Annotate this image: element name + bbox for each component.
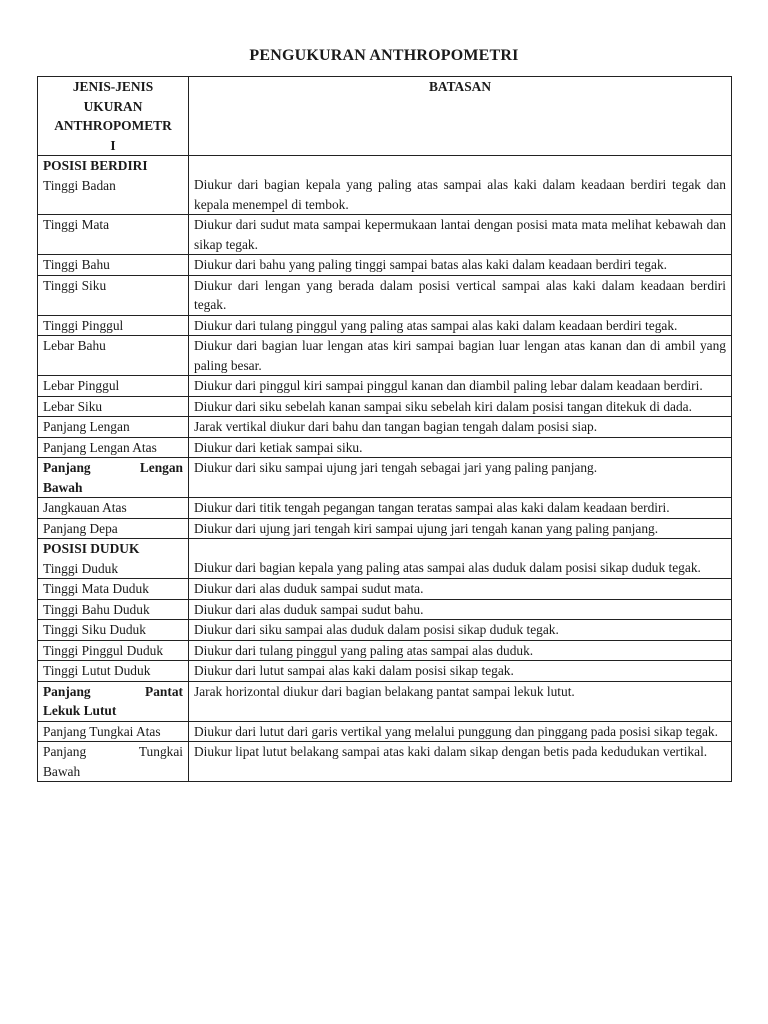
header-line: UKURAN: [83, 98, 143, 114]
table-row: [38, 661, 732, 682]
row-name-cell: [38, 539, 189, 579]
row-desc: Diukur dari pinggul kiri sampai pinggul kanan dan diambil paling lebar dalam keadaan berdiri.: [189, 376, 732, 397]
row-name-line1: Panjang Tungkai: [43, 744, 183, 759]
table-row: [38, 336, 732, 376]
row-desc: Diukur dari bagian kepala yang paling atas sampai alas kaki dalam keadaan berdiri tegak dan kepala menempel di tembok.: [194, 177, 726, 212]
row-name-line1: Panjang Pantat: [43, 683, 183, 699]
row-name-cell: [38, 681, 189, 721]
page-title: PENGUKURAN ANTHROPOMETRI: [249, 47, 519, 64]
table-row: [38, 640, 732, 661]
row-desc: Diukur dari siku sampai ujung jari tengah sebagai jari yang paling panjang.: [189, 458, 732, 498]
row-name: Jangkauan Atas: [38, 498, 189, 519]
table-row: [38, 599, 732, 620]
row-desc: Jarak horizontal diukur dari bagian belakang pantat sampai lekuk lutut.: [189, 681, 732, 721]
table-header-row: [38, 77, 732, 156]
header-batasan: BATASAN: [189, 77, 732, 156]
anthropometry-table: [37, 76, 732, 782]
table-row: [38, 215, 732, 255]
row-desc: Diukur dari lutut sampai alas kaki dalam posisi sikap tegak.: [189, 661, 732, 682]
row-name: Tinggi Siku Duduk: [38, 620, 189, 641]
section-title-duduk: POSISI DUDUK: [43, 541, 140, 556]
row-desc: Diukur dari lengan yang berada dalam posisi vertical sampai alas kaki dalam keadaan berdiri tegak.: [189, 275, 732, 315]
table-row: [38, 458, 732, 498]
table-row: [38, 156, 732, 215]
header-line: I: [110, 137, 116, 153]
row-name: Tinggi Pinggul Duduk: [38, 640, 189, 661]
row-desc: Diukur dari bahu yang paling tinggi sampai batas alas kaki dalam keadaan berdiri tegak.: [189, 255, 732, 276]
row-name: Tinggi Pinggul: [38, 315, 189, 336]
table-row: [38, 275, 732, 315]
table-row: [38, 417, 732, 438]
header-line: ANTHROPOMETR: [54, 118, 172, 133]
table-row: [38, 376, 732, 397]
row-name: Tinggi Duduk: [43, 560, 119, 576]
row-name: Lebar Pinggul: [38, 376, 189, 397]
row-desc: Diukur dari bagian kepala yang paling atas sampai alas duduk dalam posisi sikap duduk tegak.: [194, 560, 701, 575]
row-desc: Diukur lipat lutut belakang sampai atas kaki dalam sikap dengan betis pada kedudukan vertikal.: [189, 742, 732, 782]
row-desc: Diukur dari siku sampai alas duduk dalam posisi sikap duduk tegak.: [189, 620, 732, 641]
row-name-line1: Panjang Lengan: [43, 460, 183, 475]
header-jenis-ukuran: [38, 77, 189, 156]
table-row: [38, 539, 732, 579]
row-name: Tinggi Badan: [43, 177, 116, 193]
table-row: [38, 396, 732, 417]
table-row: [38, 681, 732, 721]
row-name-cell: [38, 156, 189, 215]
header-line: JENIS-JENIS: [72, 79, 154, 94]
row-desc: Diukur dari bagian luar lengan atas kiri sampai bagian luar lengan atas kanan dan di ambil yang paling besar.: [189, 336, 732, 376]
table-row: [38, 255, 732, 276]
row-name: Tinggi Bahu: [38, 255, 189, 276]
row-desc: Diukur dari sudut mata sampai kepermukaan lantai dengan posisi mata mata melihat kebawah dan sikap tegak.: [189, 215, 732, 255]
table-row: [38, 721, 732, 742]
row-name: Tinggi Bahu Duduk: [38, 599, 189, 620]
row-desc: Diukur dari siku sebelah kanan sampai siku sebelah kiri dalam posisi tangan ditekuk di dada.: [189, 396, 732, 417]
row-name-line2: Lekuk Lutut: [43, 703, 117, 718]
row-name: Tinggi Siku: [38, 275, 189, 315]
row-name: Panjang Depa: [38, 518, 189, 539]
row-name: Lebar Bahu: [38, 336, 189, 376]
row-name: Tinggi Lutut Duduk: [38, 661, 189, 682]
row-desc: Diukur dari lutut dari garis vertikal yang melalui punggung dan pinggang pada posisi sikap tegak.: [189, 721, 732, 742]
row-desc-cell: [189, 539, 732, 579]
row-desc: Diukur dari alas duduk sampai sudut bahu.: [189, 599, 732, 620]
table-row: [38, 742, 732, 782]
row-name: Tinggi Mata Duduk: [38, 579, 189, 600]
row-name-cell: [38, 458, 189, 498]
row-name: Tinggi Mata: [38, 215, 189, 255]
row-name: Panjang Lengan: [38, 417, 189, 438]
table-row: [38, 579, 732, 600]
row-desc: Diukur dari tulang pinggul yang paling atas sampai alas kaki dalam keadaan berdiri tegak.: [189, 315, 732, 336]
table-row: [38, 315, 732, 336]
row-name: Panjang Tungkai Atas: [38, 721, 189, 742]
table-row: [38, 498, 732, 519]
table-row: [38, 620, 732, 641]
table-row: [38, 437, 732, 458]
table-row: [38, 518, 732, 539]
section-title-berdiri: POSISI BERDIRI: [43, 158, 148, 173]
row-desc: Diukur dari titik tengah pegangan tangan teratas sampai alas kaki dalam keadaan berdiri.: [189, 498, 732, 519]
row-desc: Diukur dari tulang pinggul yang paling atas sampai alas duduk.: [189, 640, 732, 661]
row-desc: Diukur dari ketiak sampai siku.: [189, 437, 732, 458]
row-desc: Jarak vertikal diukur dari bahu dan tangan bagian tengah dalam posisi siap.: [189, 417, 732, 438]
row-name-cell: [38, 742, 189, 782]
row-desc-cell: [189, 156, 732, 215]
row-name: Panjang Lengan Atas: [38, 437, 189, 458]
row-name: Lebar Siku: [38, 396, 189, 417]
row-name-line2: Bawah: [43, 479, 83, 495]
row-desc: Diukur dari ujung jari tengah kiri sampai ujung jari tengah kanan yang paling panjang.: [189, 518, 732, 539]
row-desc: Diukur dari alas duduk sampai sudut mata.: [189, 579, 732, 600]
row-name-line2: Bawah: [43, 763, 81, 779]
